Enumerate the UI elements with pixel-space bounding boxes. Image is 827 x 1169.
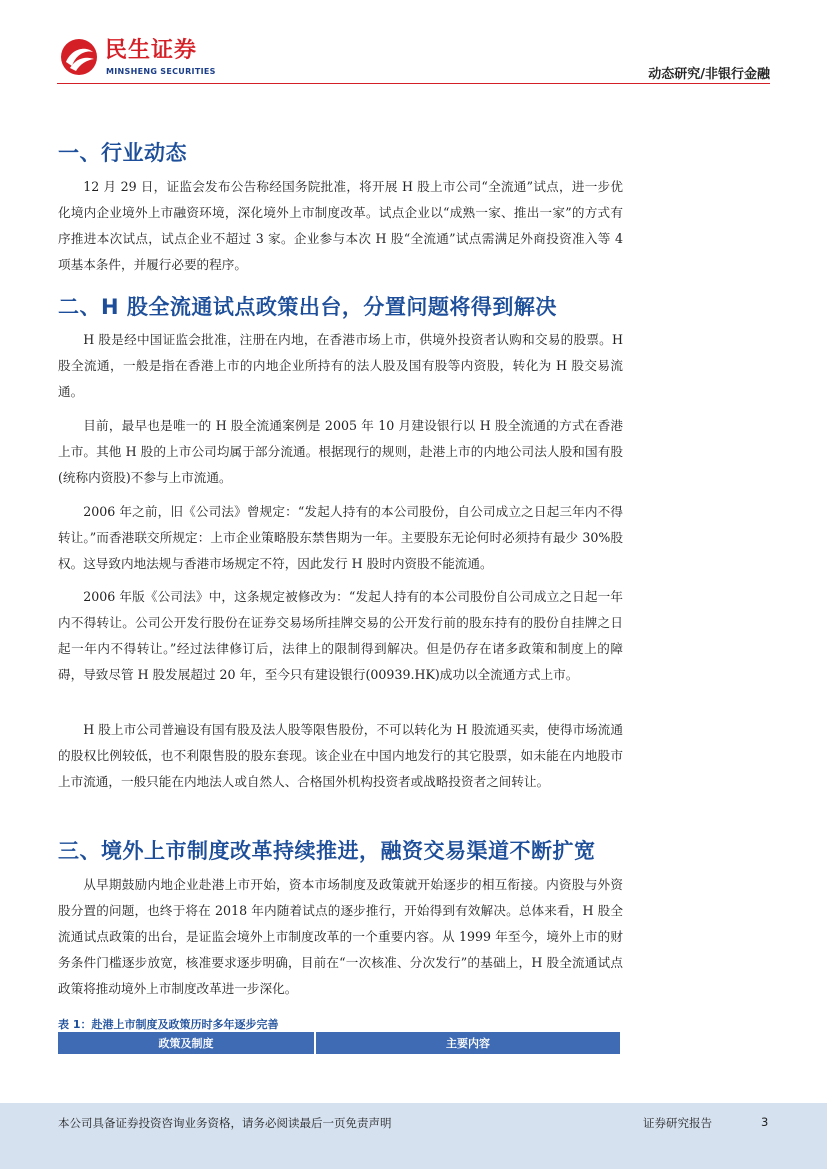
- paragraph: H 股上市公司普遍设有国有股及法人股等限售股份，不可以转化为 H 股流通买卖，使得市场流通的股权比例较低，也不利限售股的股东套现。该企业在中国内地发行的其它股票，如未能在内地股市上市流通，一般只能在内地法人或自然人、合格国外机构投资者或战略投资者之间转让。: [58, 722, 623, 789]
- brand-name-cn: 民生证券: [105, 38, 198, 63]
- section-title-2: 二、H 股全流通试点政策出台，分置问题将得到解决: [58, 295, 557, 319]
- page-number: 3: [761, 1115, 769, 1129]
- paragraph: 从早期鼓励内地企业赴港上市开始，资本市场制度及政策就开始逐步的相互衔接。内资股与外资股分置的问题，也终于将在 2018 年内随着试点的逐步推行，开始得到有效解决。总体来看，H 股全流通试点政策的出台，是证监会境外上市制度改革的一个重要内容。从 1999 年至今，境外上市的财务条件门槛逐步放宽，核准要求逐步明确，目前在“一次核准、分次发行”的基础上，H 股全流通试点政策将推动境外上市制度改革进一步深化。: [58, 877, 623, 996]
- footer-report-label: 证券研究报告: [643, 1116, 712, 1130]
- report-type: 动态研究/非银行金融: [648, 67, 770, 82]
- paragraph: 2006 年版《公司法》中，这条规定被修改为：“发起人持有的本公司股份自公司成立之日起一年内不得转让。公司公开发行股份在证券交易场所挂牌交易的公开发行前的股东持有的股份自挂牌之日起一年内不得转让。”经过法律修订后，法律上的限制得到解决。但是仍存在诸多政策和制度上的障碍，导致尽管 H 股发展超过 20 年，至今只有建设银行(00939.HK)成功以全流通方式上市。: [58, 589, 623, 682]
- footer-disclaimer: 本公司具备证券投资咨询业务资格，请务必阅读最后一页免责声明: [58, 1116, 392, 1130]
- table-header-cell: 政策及制度: [58, 1032, 314, 1054]
- table-header-cell: 主要内容: [316, 1032, 620, 1054]
- paragraph: 目前，最早也是唯一的 H 股全流通案例是 2005 年 10 月建设银行以 H 股全流通的方式在香港上市。其他 H 股的上市公司均属于部分流通。根据现行的规则，赴港上市的内地公司法人股和国有股(统称内资股)不参与上市流通。: [58, 418, 623, 485]
- page-header: [0, 0, 827, 84]
- section-title-1: 一、行业动态: [58, 141, 187, 165]
- minsheng-logo-icon: [60, 38, 98, 76]
- header-divider: [57, 83, 770, 84]
- brand-name-en: MINSHENG SECURITIES: [106, 67, 216, 76]
- table-caption: 表 1：赴港上市制度及政策历时多年逐步完善: [58, 1018, 279, 1031]
- table-header-row: [58, 1032, 620, 1054]
- paragraph: 12 月 29 日，证监会发布公告称经国务院批准，将开展 H 股上市公司“全流通”试点，进一步优化境内企业境外上市融资环境，深化境外上市制度改革。试点企业以“成熟一家、推出一家”的方式有序推进本次试点，试点企业不超过 3 家。企业参与本次 H 股“全流通”试点需满足外商投资准入等 4 项基本条件，并履行必要的程序。: [58, 179, 623, 272]
- paragraph: H 股是经中国证监会批准，注册在内地，在香港市场上市，供境外投资者认购和交易的股票。H 股全流通，一般是指在香港上市的内地企业所持有的法人股及国有股等内资股，转化为 H 股交易流通。: [58, 332, 623, 399]
- page-footer: [0, 1103, 827, 1169]
- section-title-3: 三、境外上市制度改革持续推进，融资交易渠道不断扩宽: [58, 839, 596, 863]
- paragraph: 2006 年之前，旧《公司法》曾规定：“发起人持有的本公司股份，自公司成立之日起三年内不得转让。”而香港联交所规定：上市企业策略股东禁售期为一年。主要股东无论何时必须持有最少 30%股权。这导致内地法规与香港市场规定不符，因此发行 H 股时内资股不能流通。: [58, 504, 623, 571]
